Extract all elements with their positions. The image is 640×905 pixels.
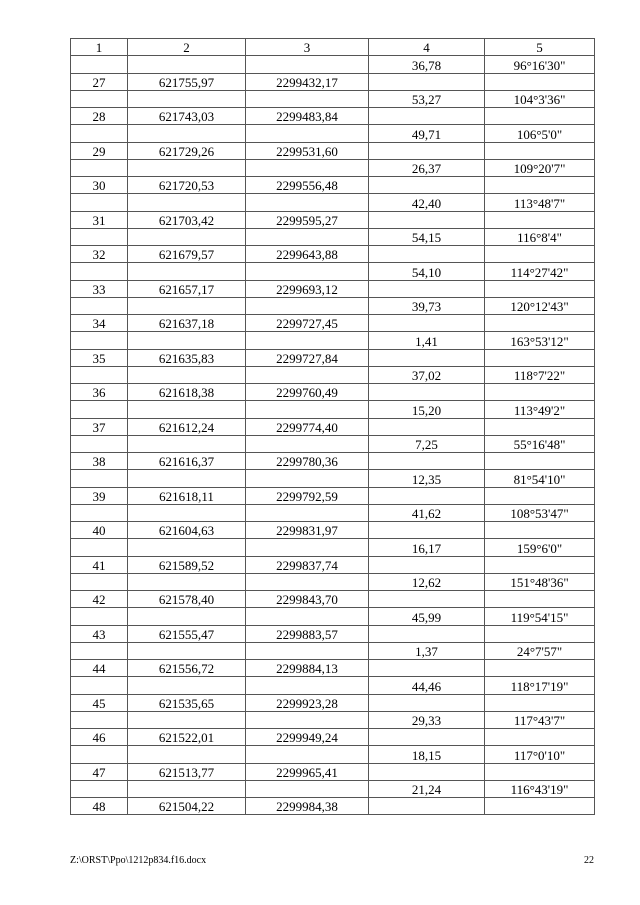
y-coordinate-cell: 2299727,84 bbox=[246, 349, 369, 366]
empty-cell bbox=[128, 746, 246, 763]
empty-cell bbox=[246, 332, 369, 349]
y-coordinate-cell: 2299727,45 bbox=[246, 315, 369, 332]
point-number-cell: 32 bbox=[71, 246, 128, 263]
y-coordinate-cell: 2299483,84 bbox=[246, 108, 369, 125]
segment-length-cell: 16,17 bbox=[369, 539, 485, 556]
y-coordinate-cell: 2299432,17 bbox=[246, 73, 369, 90]
column-header-4: 4 bbox=[369, 39, 485, 56]
x-coordinate-cell: 621618,11 bbox=[128, 487, 246, 504]
empty-cell bbox=[485, 418, 595, 435]
empty-cell bbox=[128, 297, 246, 314]
empty-cell bbox=[369, 177, 485, 194]
point-number-cell: 33 bbox=[71, 280, 128, 297]
empty-cell bbox=[128, 159, 246, 176]
empty-cell bbox=[485, 108, 595, 125]
segment-row bbox=[71, 677, 595, 694]
x-coordinate-cell: 621612,24 bbox=[128, 418, 246, 435]
point-number-cell: 46 bbox=[71, 729, 128, 746]
point-number-cell: 43 bbox=[71, 625, 128, 642]
segment-length-cell: 15,20 bbox=[369, 401, 485, 418]
empty-cell bbox=[485, 73, 595, 90]
empty-cell bbox=[71, 573, 128, 590]
segment-row bbox=[71, 642, 595, 659]
empty-cell bbox=[369, 660, 485, 677]
segment-row bbox=[71, 435, 595, 452]
y-coordinate-cell: 2299984,38 bbox=[246, 798, 369, 815]
empty-cell bbox=[369, 280, 485, 297]
empty-cell bbox=[369, 522, 485, 539]
header-row bbox=[71, 39, 595, 56]
point-number-cell: 41 bbox=[71, 556, 128, 573]
direction-angle-cell: 81°54'10" bbox=[485, 470, 595, 487]
point-number-cell: 30 bbox=[71, 177, 128, 194]
empty-cell bbox=[246, 56, 369, 73]
point-row bbox=[71, 246, 595, 263]
empty-cell bbox=[71, 194, 128, 211]
column-header-1: 1 bbox=[71, 39, 128, 56]
point-row bbox=[71, 177, 595, 194]
direction-angle-cell: 163°53'12" bbox=[485, 332, 595, 349]
point-row bbox=[71, 729, 595, 746]
segment-length-cell: 7,25 bbox=[369, 435, 485, 452]
segment-length-cell: 49,71 bbox=[369, 125, 485, 142]
empty-cell bbox=[485, 246, 595, 263]
empty-cell bbox=[246, 159, 369, 176]
x-coordinate-cell: 621635,83 bbox=[128, 349, 246, 366]
x-coordinate-cell: 621637,18 bbox=[128, 315, 246, 332]
direction-angle-cell: 120°12'43" bbox=[485, 297, 595, 314]
empty-cell bbox=[369, 108, 485, 125]
segment-length-cell: 54,15 bbox=[369, 228, 485, 245]
empty-cell bbox=[246, 746, 369, 763]
y-coordinate-cell: 2299595,27 bbox=[246, 211, 369, 228]
column-header-2: 2 bbox=[128, 39, 246, 56]
point-row bbox=[71, 591, 595, 608]
x-coordinate-cell: 621513,77 bbox=[128, 763, 246, 780]
point-row bbox=[71, 73, 595, 90]
point-row bbox=[71, 522, 595, 539]
empty-cell bbox=[128, 332, 246, 349]
empty-cell bbox=[71, 711, 128, 728]
segment-length-cell: 36,78 bbox=[369, 56, 485, 73]
direction-angle-cell: 151°48'36" bbox=[485, 573, 595, 590]
empty-cell bbox=[128, 642, 246, 659]
empty-cell bbox=[485, 177, 595, 194]
segment-row bbox=[71, 228, 595, 245]
empty-cell bbox=[485, 315, 595, 332]
segment-row bbox=[71, 504, 595, 521]
direction-angle-cell: 114°27'42" bbox=[485, 263, 595, 280]
empty-cell bbox=[369, 625, 485, 642]
segment-length-cell: 26,37 bbox=[369, 159, 485, 176]
empty-cell bbox=[71, 332, 128, 349]
empty-cell bbox=[485, 349, 595, 366]
point-number-cell: 39 bbox=[71, 487, 128, 504]
point-row bbox=[71, 418, 595, 435]
x-coordinate-cell: 621556,72 bbox=[128, 660, 246, 677]
segment-length-cell: 12,62 bbox=[369, 573, 485, 590]
empty-cell bbox=[246, 125, 369, 142]
empty-cell bbox=[246, 780, 369, 797]
empty-cell bbox=[369, 73, 485, 90]
empty-cell bbox=[369, 556, 485, 573]
x-coordinate-cell: 621535,65 bbox=[128, 694, 246, 711]
x-coordinate-cell: 621729,26 bbox=[128, 142, 246, 159]
direction-angle-cell: 96°16'30" bbox=[485, 56, 595, 73]
empty-cell bbox=[369, 349, 485, 366]
empty-cell bbox=[128, 573, 246, 590]
empty-cell bbox=[246, 263, 369, 280]
direction-angle-cell: 116°8'4" bbox=[485, 228, 595, 245]
point-number-cell: 44 bbox=[71, 660, 128, 677]
segment-length-cell: 54,10 bbox=[369, 263, 485, 280]
document-path: Z:\ORST\Ppo\1212p834.f16.docx bbox=[70, 855, 207, 866]
segment-length-cell: 1,37 bbox=[369, 642, 485, 659]
empty-cell bbox=[369, 384, 485, 401]
segment-row bbox=[71, 332, 595, 349]
x-coordinate-cell: 621589,52 bbox=[128, 556, 246, 573]
empty-cell bbox=[128, 539, 246, 556]
empty-cell bbox=[71, 263, 128, 280]
empty-cell bbox=[485, 280, 595, 297]
y-coordinate-cell: 2299780,36 bbox=[246, 453, 369, 470]
empty-cell bbox=[369, 246, 485, 263]
empty-cell bbox=[128, 228, 246, 245]
x-coordinate-cell: 621616,37 bbox=[128, 453, 246, 470]
direction-angle-cell: 118°17'19" bbox=[485, 677, 595, 694]
empty-cell bbox=[246, 504, 369, 521]
x-coordinate-cell: 621578,40 bbox=[128, 591, 246, 608]
segment-row bbox=[71, 470, 595, 487]
point-number-cell: 47 bbox=[71, 763, 128, 780]
segment-row bbox=[71, 539, 595, 556]
point-number-cell: 36 bbox=[71, 384, 128, 401]
empty-cell bbox=[71, 90, 128, 107]
empty-cell bbox=[369, 694, 485, 711]
point-number-cell: 29 bbox=[71, 142, 128, 159]
segment-length-cell: 1,41 bbox=[369, 332, 485, 349]
empty-cell bbox=[246, 90, 369, 107]
empty-cell bbox=[485, 384, 595, 401]
direction-angle-cell: 109°20'7" bbox=[485, 159, 595, 176]
empty-cell bbox=[485, 522, 595, 539]
x-coordinate-cell: 621504,22 bbox=[128, 798, 246, 815]
empty-cell bbox=[71, 642, 128, 659]
segment-row bbox=[71, 90, 595, 107]
segment-row bbox=[71, 711, 595, 728]
empty-cell bbox=[71, 608, 128, 625]
point-row bbox=[71, 798, 595, 815]
x-coordinate-cell: 621679,57 bbox=[128, 246, 246, 263]
empty-cell bbox=[485, 694, 595, 711]
point-number-cell: 37 bbox=[71, 418, 128, 435]
point-row bbox=[71, 384, 595, 401]
direction-angle-cell: 119°54'15" bbox=[485, 608, 595, 625]
y-coordinate-cell: 2299843,70 bbox=[246, 591, 369, 608]
point-row bbox=[71, 280, 595, 297]
point-row bbox=[71, 349, 595, 366]
empty-cell bbox=[71, 125, 128, 142]
segment-row bbox=[71, 573, 595, 590]
empty-cell bbox=[246, 435, 369, 452]
segment-length-cell: 39,73 bbox=[369, 297, 485, 314]
x-coordinate-cell: 621703,42 bbox=[128, 211, 246, 228]
x-coordinate-cell: 621755,97 bbox=[128, 73, 246, 90]
table-header bbox=[71, 39, 595, 56]
direction-angle-cell: 104°3'36" bbox=[485, 90, 595, 107]
y-coordinate-cell: 2299837,74 bbox=[246, 556, 369, 573]
empty-cell bbox=[128, 677, 246, 694]
segment-row bbox=[71, 401, 595, 418]
empty-cell bbox=[128, 504, 246, 521]
direction-angle-cell: 113°48'7" bbox=[485, 194, 595, 211]
direction-angle-cell: 106°5'0" bbox=[485, 125, 595, 142]
empty-cell bbox=[128, 194, 246, 211]
point-row bbox=[71, 108, 595, 125]
empty-cell bbox=[71, 228, 128, 245]
point-number-cell: 40 bbox=[71, 522, 128, 539]
empty-cell bbox=[485, 660, 595, 677]
empty-cell bbox=[485, 729, 595, 746]
x-coordinate-cell: 621555,47 bbox=[128, 625, 246, 642]
empty-cell bbox=[246, 194, 369, 211]
y-coordinate-cell: 2299792,59 bbox=[246, 487, 369, 504]
segment-row bbox=[71, 608, 595, 625]
empty-cell bbox=[71, 366, 128, 383]
point-row bbox=[71, 453, 595, 470]
empty-cell bbox=[246, 677, 369, 694]
segment-length-cell: 18,15 bbox=[369, 746, 485, 763]
empty-cell bbox=[485, 625, 595, 642]
page-number: 22 bbox=[584, 855, 594, 866]
x-coordinate-cell: 621743,03 bbox=[128, 108, 246, 125]
empty-cell bbox=[71, 56, 128, 73]
segment-length-cell: 45,99 bbox=[369, 608, 485, 625]
empty-cell bbox=[71, 504, 128, 521]
y-coordinate-cell: 2299883,57 bbox=[246, 625, 369, 642]
empty-cell bbox=[485, 591, 595, 608]
x-coordinate-cell: 621657,17 bbox=[128, 280, 246, 297]
point-number-cell: 42 bbox=[71, 591, 128, 608]
empty-cell bbox=[485, 798, 595, 815]
segment-row bbox=[71, 194, 595, 211]
segment-length-cell: 53,27 bbox=[369, 90, 485, 107]
empty-cell bbox=[128, 56, 246, 73]
point-row bbox=[71, 694, 595, 711]
point-number-cell: 45 bbox=[71, 694, 128, 711]
empty-cell bbox=[246, 297, 369, 314]
point-row bbox=[71, 211, 595, 228]
empty-cell bbox=[128, 125, 246, 142]
point-row bbox=[71, 315, 595, 332]
empty-cell bbox=[369, 453, 485, 470]
point-number-cell: 31 bbox=[71, 211, 128, 228]
direction-angle-cell: 55°16'48" bbox=[485, 435, 595, 452]
empty-cell bbox=[246, 366, 369, 383]
y-coordinate-cell: 2299831,97 bbox=[246, 522, 369, 539]
segment-row bbox=[71, 159, 595, 176]
empty-cell bbox=[369, 729, 485, 746]
empty-cell bbox=[128, 366, 246, 383]
segment-row bbox=[71, 125, 595, 142]
empty-cell bbox=[246, 573, 369, 590]
empty-cell bbox=[128, 401, 246, 418]
point-row bbox=[71, 660, 595, 677]
empty-cell bbox=[369, 763, 485, 780]
empty-cell bbox=[128, 90, 246, 107]
empty-cell bbox=[128, 263, 246, 280]
segment-row bbox=[71, 263, 595, 280]
point-number-cell: 27 bbox=[71, 73, 128, 90]
y-coordinate-cell: 2299923,28 bbox=[246, 694, 369, 711]
empty-cell bbox=[369, 487, 485, 504]
empty-cell bbox=[128, 780, 246, 797]
point-number-cell: 38 bbox=[71, 453, 128, 470]
segment-length-cell: 42,40 bbox=[369, 194, 485, 211]
direction-angle-cell: 117°0'10" bbox=[485, 746, 595, 763]
empty-cell bbox=[128, 711, 246, 728]
empty-cell bbox=[485, 453, 595, 470]
y-coordinate-cell: 2299949,24 bbox=[246, 729, 369, 746]
empty-cell bbox=[246, 642, 369, 659]
column-header-5: 5 bbox=[485, 39, 595, 56]
empty-cell bbox=[71, 470, 128, 487]
empty-cell bbox=[369, 142, 485, 159]
empty-cell bbox=[71, 435, 128, 452]
empty-cell bbox=[128, 608, 246, 625]
empty-cell bbox=[485, 763, 595, 780]
segment-length-cell: 12,35 bbox=[369, 470, 485, 487]
empty-cell bbox=[246, 401, 369, 418]
empty-cell bbox=[485, 142, 595, 159]
empty-cell bbox=[485, 556, 595, 573]
y-coordinate-cell: 2299884,13 bbox=[246, 660, 369, 677]
segment-row bbox=[71, 297, 595, 314]
empty-cell bbox=[369, 418, 485, 435]
empty-cell bbox=[71, 297, 128, 314]
segment-row bbox=[71, 366, 595, 383]
point-number-cell: 48 bbox=[71, 798, 128, 815]
direction-angle-cell: 108°53'47" bbox=[485, 504, 595, 521]
segment-row bbox=[71, 56, 595, 73]
direction-angle-cell: 118°7'22" bbox=[485, 366, 595, 383]
table-body bbox=[71, 56, 595, 815]
x-coordinate-cell: 621618,38 bbox=[128, 384, 246, 401]
empty-cell bbox=[71, 677, 128, 694]
direction-angle-cell: 116°43'19" bbox=[485, 780, 595, 797]
empty-cell bbox=[246, 228, 369, 245]
segment-length-cell: 29,33 bbox=[369, 711, 485, 728]
segment-length-cell: 41,62 bbox=[369, 504, 485, 521]
point-number-cell: 28 bbox=[71, 108, 128, 125]
empty-cell bbox=[246, 711, 369, 728]
point-row bbox=[71, 487, 595, 504]
segment-length-cell: 37,02 bbox=[369, 366, 485, 383]
empty-cell bbox=[71, 539, 128, 556]
point-row bbox=[71, 763, 595, 780]
empty-cell bbox=[246, 539, 369, 556]
point-row bbox=[71, 556, 595, 573]
empty-cell bbox=[369, 211, 485, 228]
direction-angle-cell: 113°49'2" bbox=[485, 401, 595, 418]
point-row bbox=[71, 142, 595, 159]
x-coordinate-cell: 621604,63 bbox=[128, 522, 246, 539]
segment-row bbox=[71, 746, 595, 763]
y-coordinate-cell: 2299643,88 bbox=[246, 246, 369, 263]
empty-cell bbox=[128, 470, 246, 487]
point-number-cell: 35 bbox=[71, 349, 128, 366]
y-coordinate-cell: 2299693,12 bbox=[246, 280, 369, 297]
empty-cell bbox=[485, 211, 595, 228]
y-coordinate-cell: 2299531,60 bbox=[246, 142, 369, 159]
empty-cell bbox=[71, 746, 128, 763]
x-coordinate-cell: 621522,01 bbox=[128, 729, 246, 746]
empty-cell bbox=[485, 487, 595, 504]
point-row bbox=[71, 625, 595, 642]
empty-cell bbox=[246, 608, 369, 625]
y-coordinate-cell: 2299774,40 bbox=[246, 418, 369, 435]
x-coordinate-cell: 621720,53 bbox=[128, 177, 246, 194]
point-number-cell: 34 bbox=[71, 315, 128, 332]
column-header-3: 3 bbox=[246, 39, 369, 56]
direction-angle-cell: 117°43'7" bbox=[485, 711, 595, 728]
y-coordinate-cell: 2299965,41 bbox=[246, 763, 369, 780]
coordinates-table bbox=[70, 38, 595, 815]
empty-cell bbox=[369, 591, 485, 608]
segment-length-cell: 21,24 bbox=[369, 780, 485, 797]
empty-cell bbox=[71, 159, 128, 176]
empty-cell bbox=[369, 315, 485, 332]
empty-cell bbox=[128, 435, 246, 452]
segment-row bbox=[71, 780, 595, 797]
y-coordinate-cell: 2299760,49 bbox=[246, 384, 369, 401]
direction-angle-cell: 159°6'0" bbox=[485, 539, 595, 556]
empty-cell bbox=[246, 470, 369, 487]
empty-cell bbox=[369, 798, 485, 815]
empty-cell bbox=[71, 401, 128, 418]
direction-angle-cell: 24°7'57" bbox=[485, 642, 595, 659]
y-coordinate-cell: 2299556,48 bbox=[246, 177, 369, 194]
segment-length-cell: 44,46 bbox=[369, 677, 485, 694]
empty-cell bbox=[71, 780, 128, 797]
